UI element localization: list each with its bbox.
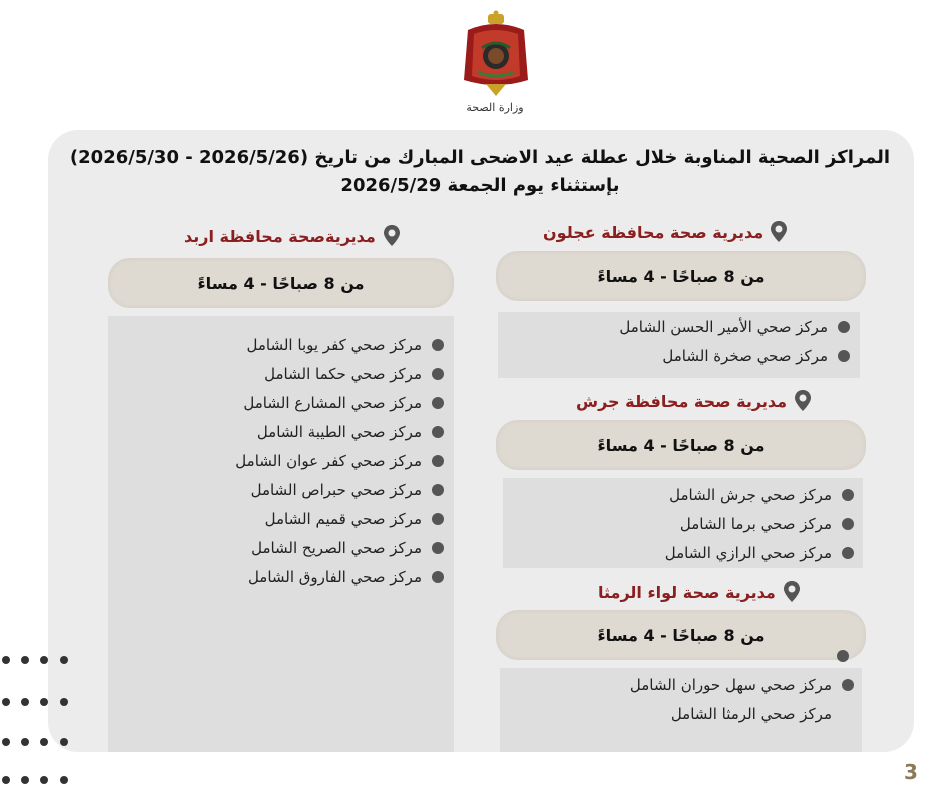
title-line-2: بإستثناء يوم الجمعة 2026/5/29 <box>340 175 620 196</box>
bullet-icon <box>838 321 850 333</box>
list-item: مركز صحي صخرة الشامل <box>619 341 850 370</box>
list-item: مركز صحي الرمثا الشامل <box>670 704 832 723</box>
list-item: مركز صحي كفر يوبا الشامل <box>235 330 444 359</box>
list-item: مركز صحي الطيبة الشامل <box>235 417 444 446</box>
bullet-icon <box>837 650 849 662</box>
location-pin-icon <box>793 389 813 413</box>
list-item: مركز صحي سهل حوران الشامل <box>630 670 854 699</box>
list-item: مركز صحي حكما الشامل <box>235 359 444 388</box>
ramtha-hours: من 8 صباحًا - 4 مساءً <box>597 625 765 645</box>
jerash-hours-banner <box>496 420 866 470</box>
location-pin-icon <box>382 224 402 248</box>
jerash-centers-list <box>665 480 854 567</box>
bullet-icon <box>432 455 444 467</box>
bullet-icon <box>842 518 854 530</box>
irbid-directorate-heading <box>184 224 402 248</box>
bullet-icon <box>842 547 854 559</box>
ajloun-centers-list <box>619 312 850 370</box>
bullet-icon <box>842 489 854 501</box>
list-item: مركز صحي الأمير الحسن الشامل <box>619 312 850 341</box>
list-item: مركز صحي كفر عوان الشامل <box>235 446 444 475</box>
page-number: 3 <box>904 760 918 784</box>
jerash-hours: من 8 صباحًا - 4 مساءً <box>597 435 765 455</box>
ramtha-centers-list <box>630 670 854 728</box>
bullet-icon <box>432 368 444 380</box>
list-item: مركز صحي برما الشامل <box>665 509 854 538</box>
jerash-directorate-name: مديرية صحة محافظة جرش <box>576 391 787 411</box>
bullet-icon <box>432 339 444 351</box>
bullet-icon <box>842 679 854 691</box>
bullet-icon <box>432 513 444 525</box>
location-pin-icon <box>769 220 789 244</box>
irbid-directorate-name: مديريةصحة محافظة اربد <box>184 226 376 246</box>
list-item: مركز صحي المشارع الشامل <box>235 388 444 417</box>
irbid-hours-banner <box>108 258 454 308</box>
ramtha-directorate-heading <box>598 580 802 604</box>
bullet-icon <box>432 426 444 438</box>
ajloun-hours-banner <box>496 251 866 301</box>
location-pin-icon <box>782 580 802 604</box>
list-item: مركز صحي حبراص الشامل <box>235 475 444 504</box>
bullet-icon <box>838 350 850 362</box>
irbid-hours: من 8 صباحًا - 4 مساءً <box>197 273 365 293</box>
bullet-icon <box>432 542 444 554</box>
decorative-dot-grid <box>0 652 80 788</box>
ajloun-directorate-name: مديرية صحة محافظة عجلون <box>543 222 764 242</box>
ajloun-hours: من 8 صباحًا - 4 مساءً <box>597 266 765 286</box>
list-item: مركز صحي الصريح الشامل <box>235 533 444 562</box>
ministry-name: وزارة الصحة <box>466 101 524 114</box>
list-item: مركز صحي الفاروق الشامل <box>235 562 444 591</box>
bullet-icon <box>432 397 444 409</box>
irbid-centers-list <box>235 330 444 591</box>
title-line-1: المراكز الصحية المناوبة خلال عطلة عيد الاضحى المبارك من تاريخ (2026/5/26 - 2026/5/30) <box>69 147 891 168</box>
bullet-icon <box>432 484 444 496</box>
list-item: مركز صحي قميم الشامل <box>235 504 444 533</box>
bullet-icon <box>432 571 444 583</box>
ajloun-directorate-heading <box>543 220 789 244</box>
list-item: مركز صحي الرازي الشامل <box>665 538 854 567</box>
ramtha-directorate-name: مديرية صحة لواء الرمثا <box>598 582 776 602</box>
list-item: مركز صحي جرش الشامل <box>665 480 854 509</box>
ramtha-hours-banner <box>496 610 866 660</box>
page-title <box>60 144 900 200</box>
jerash-directorate-heading <box>576 389 813 413</box>
